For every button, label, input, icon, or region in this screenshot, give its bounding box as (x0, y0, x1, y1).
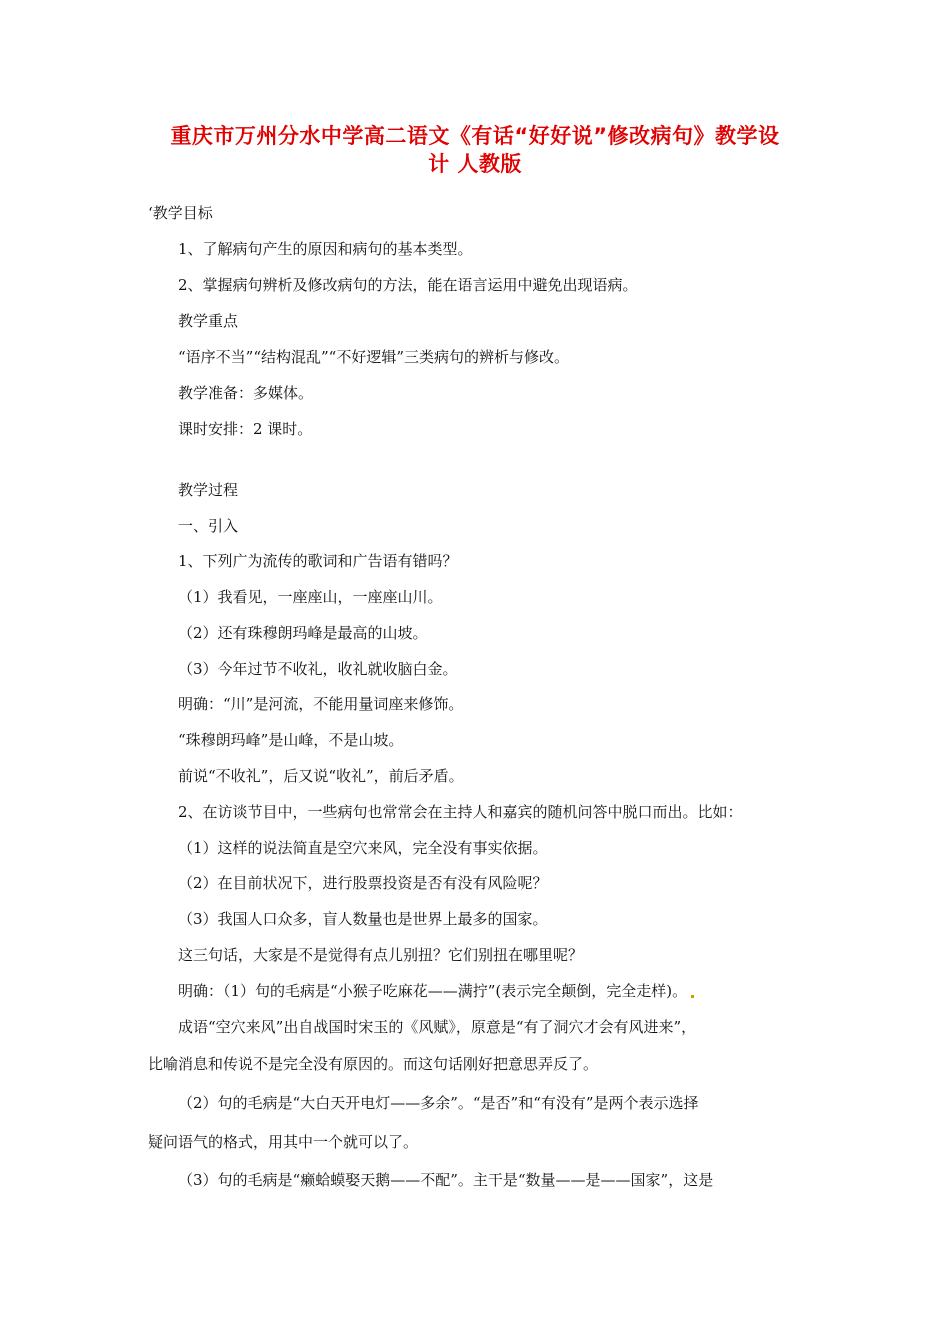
paragraph: 前说“不收礼”，后又说“收礼”，前后矛盾。 (178, 767, 464, 785)
paragraph: 疑问语气的格式，用其中一个就可以了。 (148, 1133, 419, 1151)
paragraph: （3）句的毛病是“癞蛤蟆娶天鹅——不配”。主干是“数量——是——国家”，这是 (178, 1171, 714, 1189)
mark-dot-icon (691, 995, 694, 998)
section-heading-key-points: 教学重点 (178, 312, 239, 330)
paragraph: 1、了解病句产生的原因和病句的基本类型。 (178, 240, 473, 258)
paragraph: （2）在目前状况下，进行股票投资是否有没有风险呢？ (178, 874, 548, 892)
paragraph: 教学准备：多媒体。 (178, 384, 314, 402)
paragraph: （2）句的毛病是“大白天开电灯——多余”。“是否”和“有没有”是两个表示选择 (178, 1094, 699, 1112)
paragraph: 成语“空穴来风”出自战国时宋玉的《风赋》，原意是“有了洞穴才会有风进来”， (178, 1018, 697, 1036)
paragraph: （2）还有珠穆朗玛峰是最高的山坡。 (178, 624, 428, 642)
section-heading-objectives: ‘教学目标 (148, 204, 213, 222)
paragraph: （1）我看见，一座座山，一座座山川。 (178, 588, 443, 606)
title-line-2: 计 人教版 (428, 152, 522, 176)
document-title (140, 122, 810, 178)
paragraph: 2、在访谈节目中，一些病句也常常会在主持人和嘉宾的随机问答中脱口而出。比如： (178, 803, 743, 821)
paragraph: （3）今年过节不收礼，收礼就收脑白金。 (178, 660, 458, 678)
paragraph: 课时安排：2 课时。 (178, 420, 313, 438)
paragraph: 2、掌握病句辨析及修改病句的方法，能在语言运用中避免出现语病。 (178, 276, 638, 294)
paragraph: 一、引入 (178, 517, 239, 535)
paragraph: 比喻消息和传说不是完全没有原因的。而这句话刚好把意思弄反了。 (148, 1055, 599, 1073)
title-line-1: 重庆市万州分水中学高二语文《有话“好好说”修改病句》教学设 (170, 124, 780, 148)
section-heading-process: 教学过程 (178, 481, 239, 499)
paragraph: 这三句话，大家是不是觉得有点儿别扭？它们别扭在哪里呢？ (178, 946, 584, 964)
paragraph: 1、下列广为流传的歌词和广告语有错吗？ (178, 552, 458, 570)
paragraph (178, 981, 694, 1001)
paragraph: 明确：“川”是河流，不能用量词座来修饰。 (178, 695, 464, 713)
paragraph: （3）我国人口众多，盲人数量也是世界上最多的国家。 (178, 910, 548, 928)
paragraph-text: 明确：（1）句的毛病是“小猴子吃麻花——满拧”(表示完全颠倒，完全走样)。 (178, 982, 688, 1000)
paragraph: “语序不当”“结构混乱”“不好逻辑”三类病句的辨析与修改。 (178, 348, 570, 366)
paragraph: （1）这样的说法简直是空穴来风，完全没有事实依据。 (178, 839, 548, 857)
paragraph: “珠穆朗玛峰”是山峰，不是山坡。 (178, 731, 404, 749)
